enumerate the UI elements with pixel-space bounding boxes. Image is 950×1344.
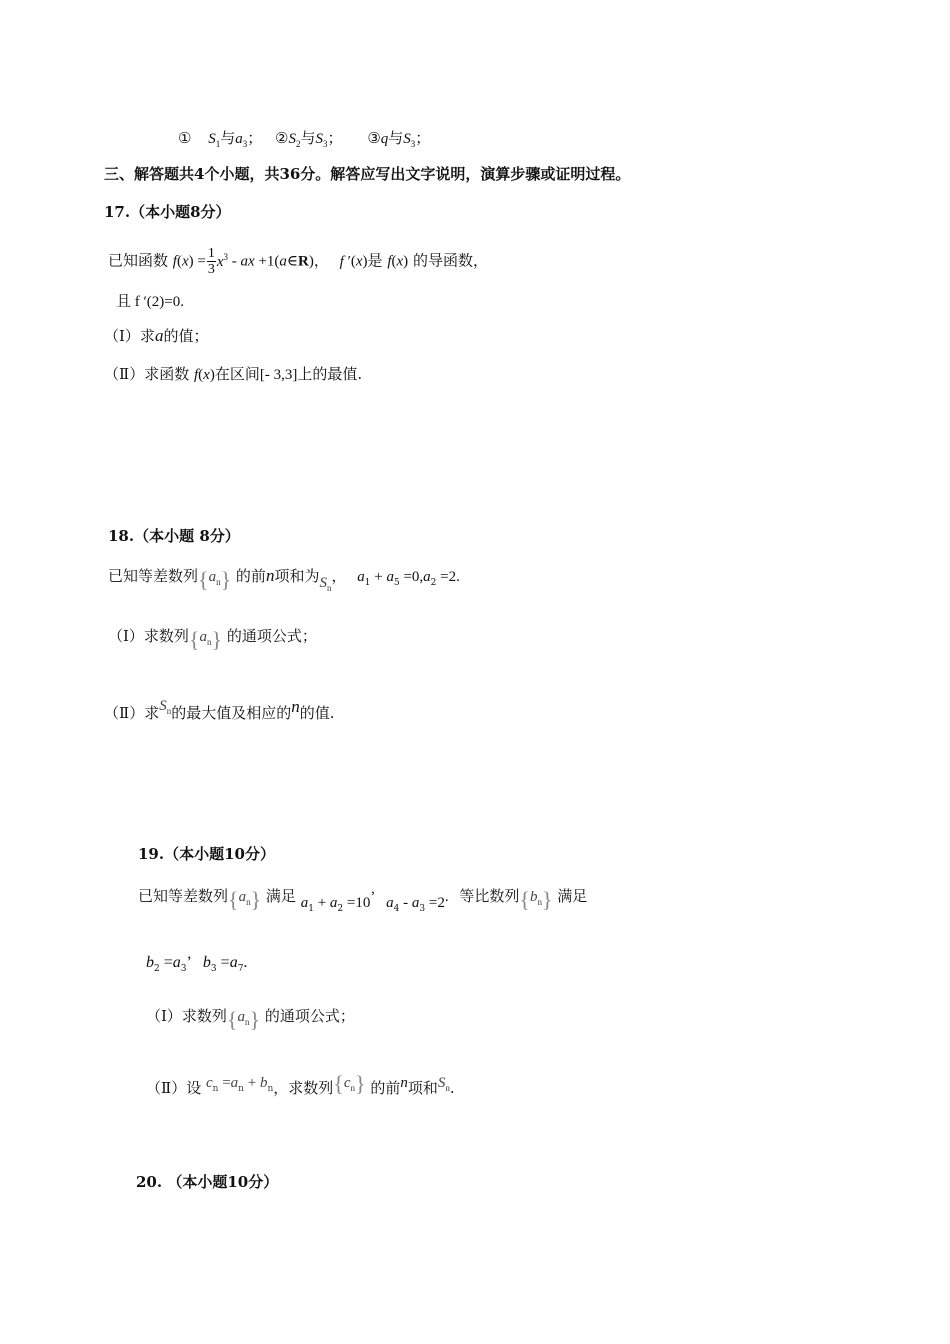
- q17-condition: 且 f ′(2)=0.: [116, 294, 184, 310]
- q19-part2: （Ⅱ）设 $c_n =a_n + b_n$，求数列$\{c_n\}$ 的前n项和$S_n$.: [146, 1071, 455, 1097]
- q17-stem-suffix: 的导函数，: [412, 251, 488, 270]
- q18-part2-mid: 的最大值及相应的: [171, 704, 292, 722]
- section3-heading: 三、解答题共4个小题，共36分。解答应写出文字说明，演算步骤或证明过程。: [104, 165, 631, 183]
- q17-part1: （Ⅰ）求a的值；: [104, 326, 209, 345]
- q17-part1-suffix: 的值；: [163, 327, 209, 345]
- option-2: $②S_2$与$S_3$；: [275, 131, 343, 149]
- q18-part1-suffix: 的通项公式；: [226, 627, 317, 645]
- q17-function: f: [172, 253, 177, 270]
- option-1: $S_1$: [208, 131, 221, 149]
- q18-stem: 已知等差数列$\{a_n\}$ 的前n项和为$S_n$， $a_1 + a_5 =0,a_2 =2$.: [108, 566, 460, 593]
- q18-part2: （Ⅱ）求$S_n$的最大值及相应的n的值.: [104, 697, 335, 722]
- q18-title: 18.（本小题 8分）: [108, 527, 240, 545]
- q19-part2-mid1: ，求数列: [273, 1079, 334, 1097]
- q19-stem-prefix: 已知等差数列: [138, 887, 229, 905]
- q19-stem-mid1: 满足: [265, 887, 296, 905]
- q18-stem-prefix: 已知等差数列: [108, 567, 199, 585]
- q19-stem: 已知等差数列$\{a_n\}$ 满足 $a_1 + a_2 =10$’ $a_4 - a_3 =2$. 等比数列$\{b_n\}$ 满足: [138, 887, 588, 914]
- fraction-one-third: $\frac{1}{3}$: [207, 246, 215, 277]
- q18-part2-label: （Ⅱ）求: [104, 704, 160, 722]
- q18-part1: （Ⅰ）求数列$\{a_n\}$ 的通项公式；: [108, 627, 317, 652]
- q17-part2-label: （Ⅱ）求函数: [104, 365, 190, 383]
- options-line: ① $S_1$与$a_3$； $②S_2$与$S_3$； ③q与$S_3$；: [178, 129, 431, 149]
- q19-part2-mid3: 项和: [407, 1079, 438, 1097]
- q19-part1: （Ⅰ）求数列$\{a_n\}$ 的通项公式；: [146, 1007, 355, 1032]
- option-3: ③q与$S_3$；: [367, 131, 431, 149]
- option-1-marker: ①: [178, 129, 192, 147]
- q20-title: 20. （本小题10分）: [136, 1173, 279, 1191]
- q17-stem-prefix: 已知函数: [108, 251, 169, 270]
- q18-part2-suffix: 的值.: [299, 704, 335, 722]
- q19-condition: $b_2 =a_3$’ $b_3 =a_7$.: [146, 954, 248, 974]
- q19-title: 19.（本小题10分）: [138, 845, 275, 863]
- q18-part1-label: （Ⅰ）求数列: [108, 627, 189, 645]
- q19-part2-suffix: .: [449, 1079, 455, 1097]
- q17-part2: （Ⅱ）求函数 f(x)在区间[- 3,3]上的最值.: [104, 365, 363, 383]
- q17-part1-label: （Ⅰ）求: [104, 327, 155, 345]
- q18-stem-mid2: 项和为: [274, 567, 320, 585]
- q19-stem-mid2: 等比数列: [459, 887, 520, 905]
- q19-part2-mid2: 的前: [370, 1079, 401, 1097]
- q17-stem: 已知函数 f(x) = $\frac{1}{3}$ $x^3$ - ax +1(a∈R)， f ′(x)是 f(x) 的导函数，: [108, 246, 488, 277]
- q19-part2-label: （Ⅱ）设: [146, 1079, 202, 1097]
- q17-title: 17.（本小题8分）: [104, 203, 231, 221]
- q17-part2-mid: 在区间: [214, 365, 260, 383]
- q19-stem-suffix: 满足: [557, 887, 588, 905]
- q19-part1-suffix: 的通项公式；: [264, 1007, 355, 1025]
- q17-part2-suffix: 上的最值.: [297, 365, 363, 383]
- q19-part1-label: （Ⅰ）求数列: [146, 1007, 227, 1025]
- q18-stem-mid1: 的前: [235, 567, 266, 585]
